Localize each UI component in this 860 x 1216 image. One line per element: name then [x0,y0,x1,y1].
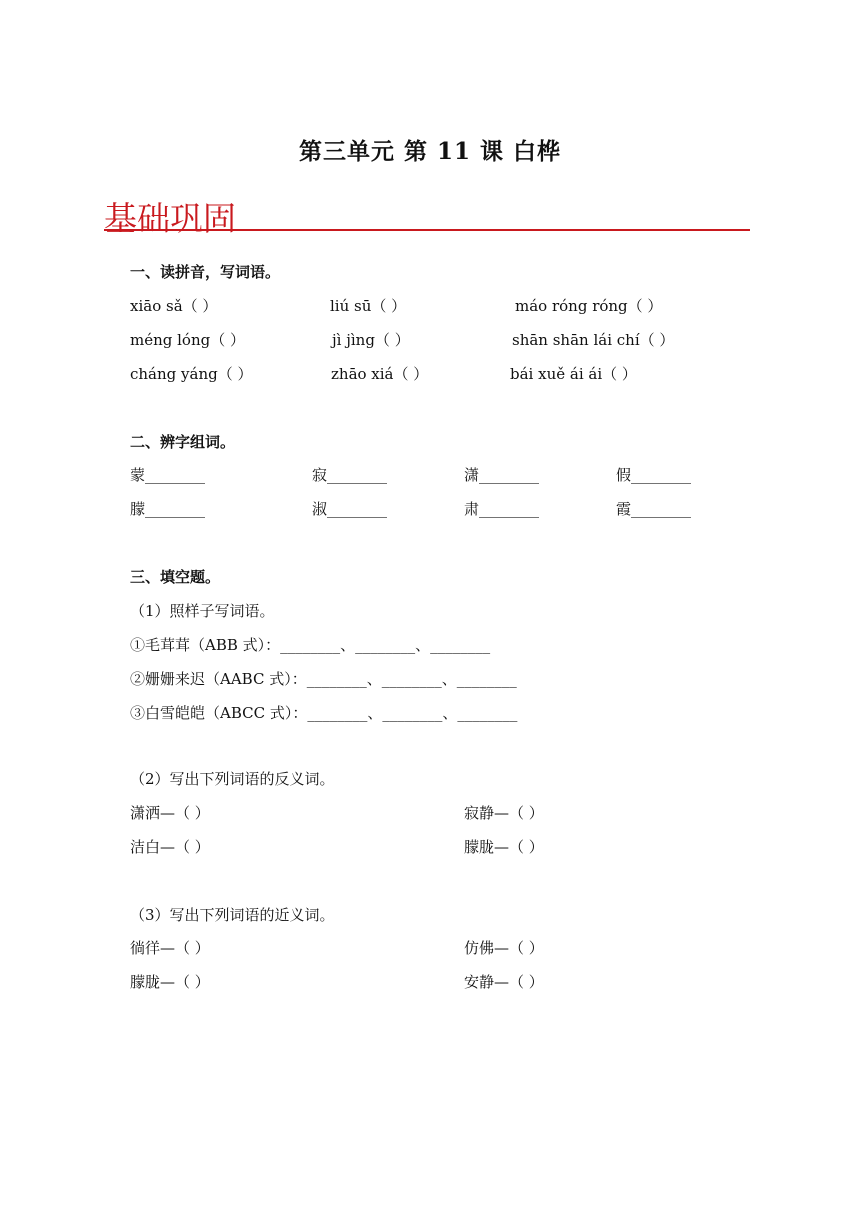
char-blank: 寂________ [312,466,388,484]
char-blank: 淑________ [312,500,388,518]
antonym-item: 洁白—（ ） [130,838,210,856]
pinyin-item: cháng yáng（ ） [130,365,253,383]
q2-heading: 二、辨字组词。 [130,433,236,451]
char-blank: 朦________ [130,500,206,518]
q3-part1-title: （1）照样子写词语。 [130,602,275,620]
pinyin-item: xiāo sǎ（ ） [130,297,218,315]
synonym-item: 朦胧—（ ） [130,973,210,991]
q3-heading: 三、填空题。 [130,568,221,586]
q3-part2-title: （2）写出下列词语的反义词。 [130,770,335,788]
pattern-line: ①毛茸茸（ABB 式）：________、________、________ [130,636,491,654]
pinyin-item: méng lóng（ ） [130,331,245,349]
antonym-item: 朦胧—（ ） [464,838,544,856]
pattern-line: ③白雪皑皑（ABCC 式）：________、________、________ [130,704,518,722]
q3-part3-title: （3）写出下列词语的近义词。 [130,906,335,924]
char-blank: 蒙________ [130,466,206,484]
section-divider [104,229,750,231]
antonym-item: 寂静—（ ） [464,804,544,822]
pinyin-item: máo róng róng（ ） [515,297,663,315]
pinyin-item: bái xuě ái ái（ ） [510,365,637,383]
antonym-item: 潇洒—（ ） [130,804,210,822]
pinyin-item: zhāo xiá（ ） [331,365,429,383]
pattern-line: ②姗姗来迟（AABC 式）：________、________、________ [130,670,517,688]
section-banner: 基础巩固 [104,199,236,238]
synonym-item: 安静—（ ） [464,973,544,991]
pinyin-item: shān shān lái chí（ ） [512,331,675,349]
char-blank: 霞________ [616,500,692,518]
q1-heading: 一、读拼音，写词语。 [130,263,281,281]
char-blank: 潇________ [464,466,540,484]
page-title: 第三单元 第 11 课 白桦 [298,138,562,165]
char-blank: 肃________ [464,500,540,518]
synonym-item: 仿佛—（ ） [464,939,544,957]
pinyin-item: jì jìng（ ） [332,331,410,349]
synonym-item: 徜徉—（ ） [130,939,210,957]
pinyin-item: liú sū（ ） [330,297,407,315]
char-blank: 假________ [616,466,692,484]
